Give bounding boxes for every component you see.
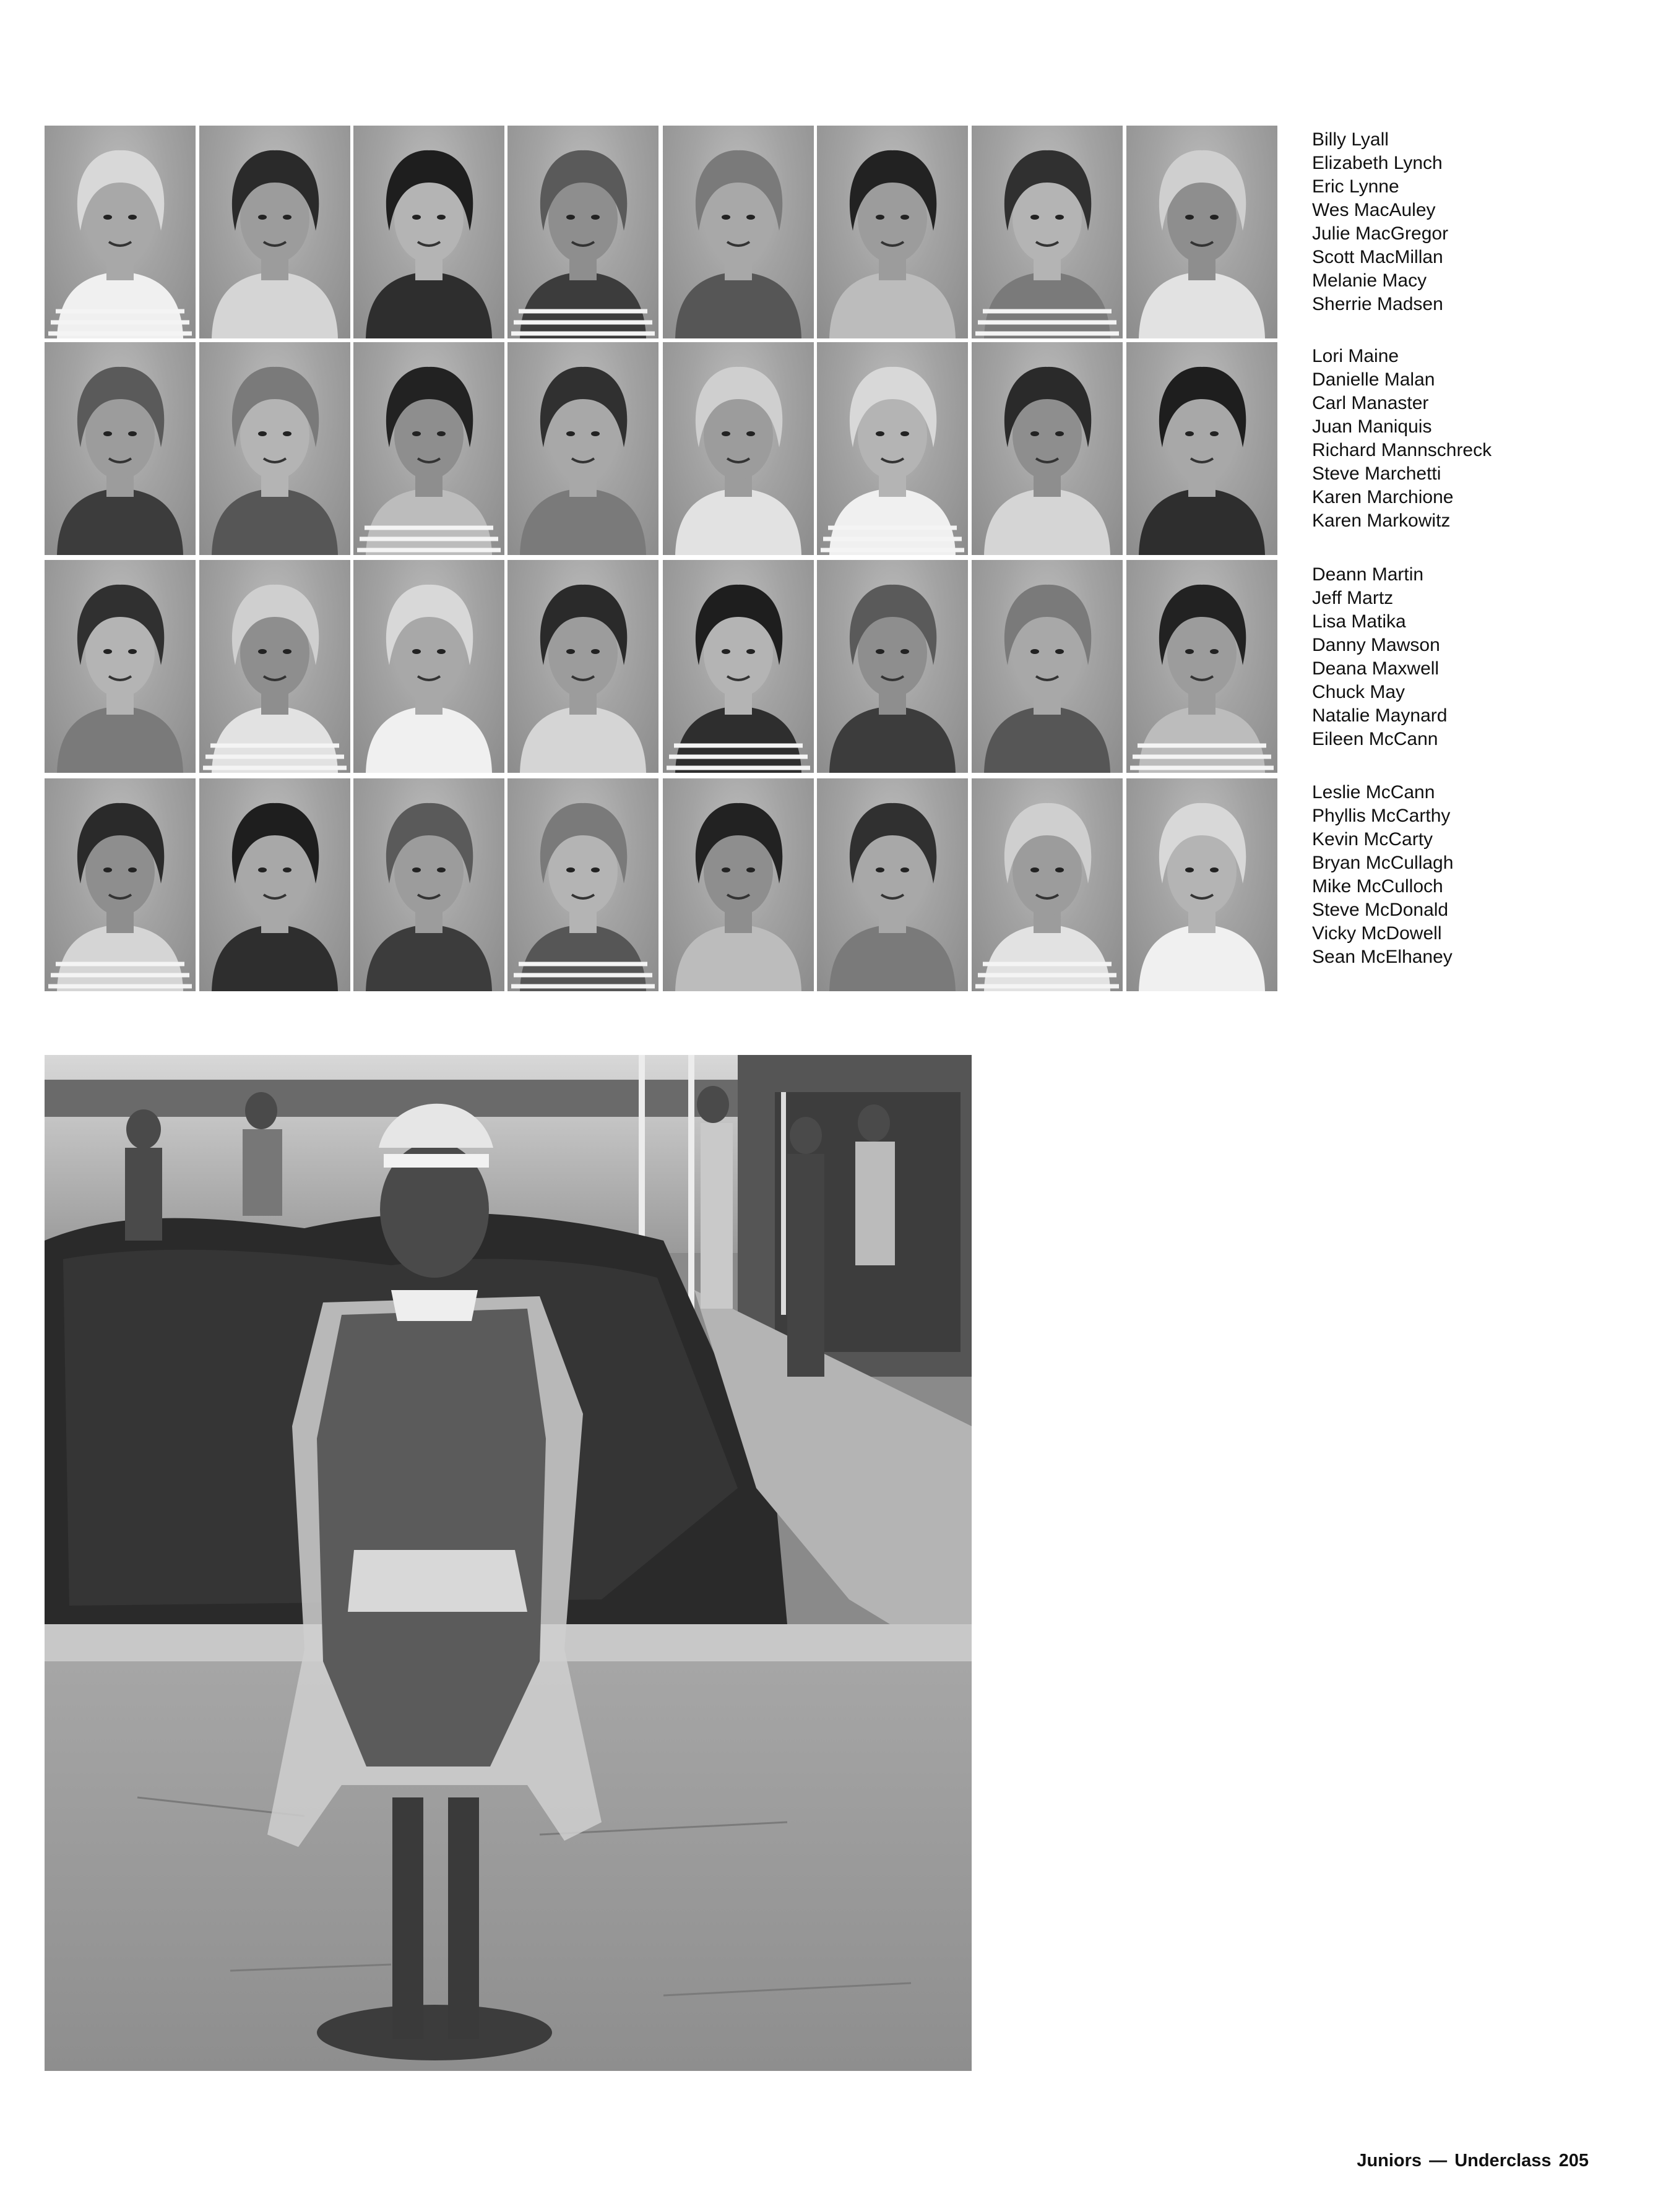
student-name: Karen Marchione [1312, 487, 1454, 507]
student-portrait [972, 126, 1123, 338]
student-portrait [663, 560, 814, 773]
student-name: Bryan McCullagh [1312, 853, 1454, 873]
student-name: Steve Marchetti [1312, 463, 1441, 484]
student-portrait [663, 778, 814, 991]
student-portrait [45, 126, 196, 338]
name-list [1312, 128, 1448, 316]
student-name: Leslie McCann [1312, 782, 1435, 803]
student-portrait [353, 778, 504, 991]
student-portrait [199, 778, 350, 991]
student-portrait [663, 342, 814, 555]
student-name: Juan Maniquis [1312, 416, 1432, 437]
student-portrait [817, 126, 968, 338]
student-portrait [817, 560, 968, 773]
student-name: Karen Markowitz [1312, 510, 1451, 531]
student-portrait [507, 342, 658, 555]
student-portrait [1126, 560, 1277, 773]
student-name: Billy Lyall [1312, 129, 1389, 150]
student-portrait [507, 126, 658, 338]
student-portrait [45, 342, 196, 555]
student-portrait [972, 560, 1123, 773]
student-portrait [507, 560, 658, 773]
student-portrait [45, 778, 196, 991]
student-name: Steve McDonald [1312, 900, 1449, 920]
student-portrait [972, 342, 1123, 555]
student-portrait [817, 342, 968, 555]
student-name: Melanie Macy [1312, 270, 1427, 291]
name-list [1312, 781, 1453, 969]
student-name: Natalie Maynard [1312, 705, 1448, 726]
student-name: Julie MacGregor [1312, 223, 1449, 244]
footer-section: Juniors [1357, 2151, 1422, 2171]
student-portrait [817, 778, 968, 991]
student-name: Chuck May [1312, 682, 1405, 702]
student-portrait [663, 126, 814, 338]
student-portrait [972, 778, 1123, 991]
candid-photo [45, 1055, 972, 2071]
student-name: Sean McElhaney [1312, 947, 1453, 967]
student-name: Scott MacMillan [1312, 247, 1443, 267]
student-name: Vicky McDowell [1312, 923, 1442, 944]
student-portrait [199, 560, 350, 773]
student-portrait [1126, 778, 1277, 991]
lamp-pole [781, 1092, 786, 1315]
page-number: 205 [1558, 2151, 1589, 2171]
student-portrait [1126, 126, 1277, 338]
student-portrait [45, 560, 196, 773]
student-portrait [199, 126, 350, 338]
student-portrait [1126, 342, 1277, 555]
student-name: Mike McCulloch [1312, 876, 1443, 897]
student-portrait [507, 778, 658, 991]
student-name: Richard Mannschreck [1312, 440, 1492, 460]
student-portrait [353, 126, 504, 338]
student-name: Danielle Malan [1312, 369, 1435, 390]
footer-subsection: Underclass [1454, 2151, 1552, 2171]
name-list [1312, 563, 1447, 751]
student-name: Jeff Martz [1312, 588, 1394, 608]
student-name: Carl Manaster [1312, 393, 1429, 413]
student-name: Wes MacAuley [1312, 200, 1436, 220]
page-footer [1354, 2151, 1589, 2171]
student-portrait [353, 342, 504, 555]
student-name: Eric Lynne [1312, 176, 1399, 197]
student-name: Lori Maine [1312, 346, 1399, 366]
student-name: Kevin McCarty [1312, 829, 1433, 850]
student-name: Deann Martin [1312, 564, 1424, 585]
student-portrait [353, 560, 504, 773]
student-name: Eileen McCann [1312, 729, 1438, 749]
name-list [1312, 345, 1492, 533]
student-name: Phyllis McCarthy [1312, 806, 1451, 826]
student-name: Elizabeth Lynch [1312, 153, 1443, 173]
student-portrait [199, 342, 350, 555]
student-name: Lisa Matika [1312, 611, 1406, 632]
student-name: Danny Mawson [1312, 635, 1440, 655]
student-name: Deana Maxwell [1312, 658, 1440, 679]
student-name: Sherrie Madsen [1312, 294, 1443, 314]
footer-dash: — [1429, 2151, 1448, 2171]
